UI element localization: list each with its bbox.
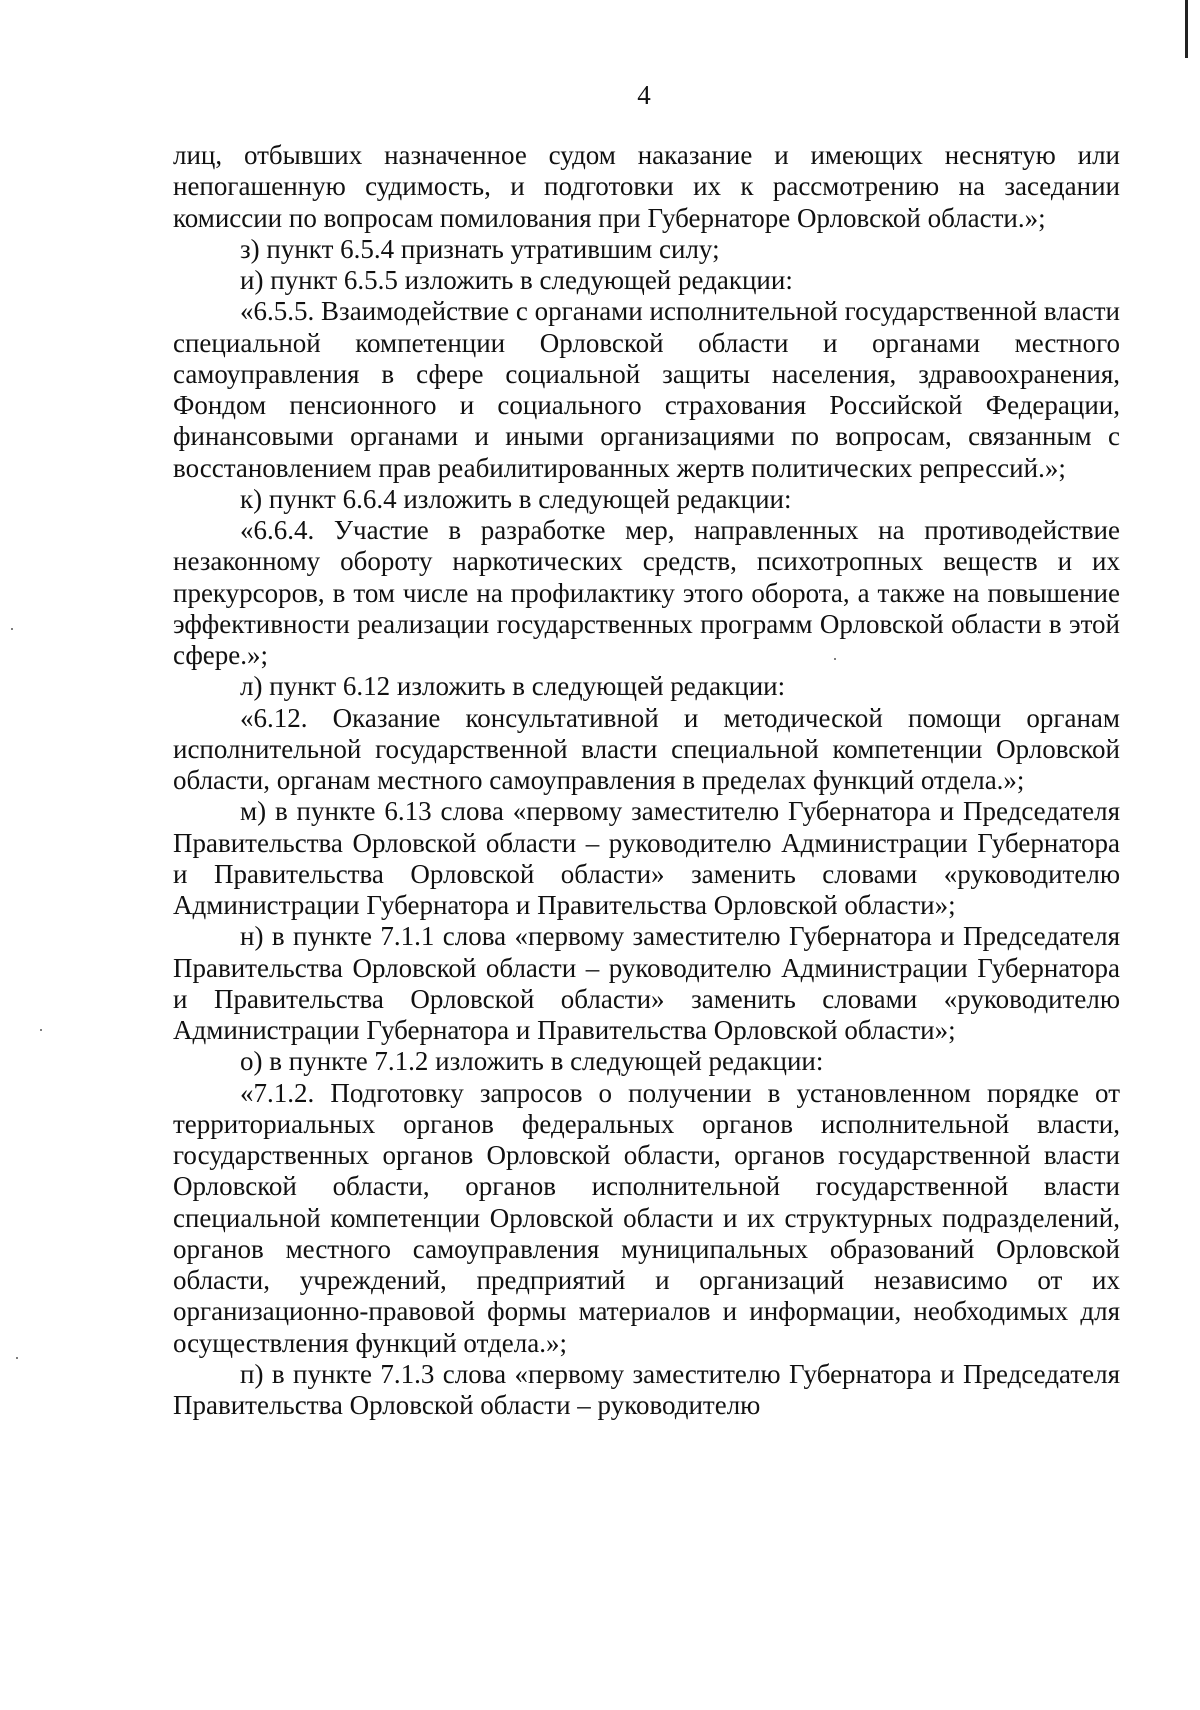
paragraph-continuation: лиц, отбывших назначенное судом наказание и имеющих неснятую или непогашенную судимость, и подготовки их к рассмотрению на заседании комиссии по вопросам помилования при Губернаторе Орловской области.»;: [173, 140, 1120, 233]
paragraph-item-z: з) пункт 6.5.4 признать утратившим силу;: [240, 233, 720, 264]
scan-speck: [16, 1357, 18, 1359]
paragraph-item-n: н) в пункте 7.1.1 слова «первому заместителю Губернатора и Председателя Правительства Орловской области – руководителю Администрации Губернатора и Правительства Орловской области» заменить словами «руководителю Администрации Губернатора и Правительства Орловской области»;: [173, 921, 1120, 1045]
document-body: [173, 140, 1120, 1421]
paragraph-item-o: о) в пункте 7.1.2 изложить в следующей редакции:: [240, 1046, 824, 1077]
paragraph-item-p: п) в пункте 7.1.3 слова «первому заместителю Губернатора и Председателя Правительства Орловской области – руководителю: [173, 1358, 1120, 1420]
paragraph-quote-7-1-2: «7.1.2. Подготовку запросов о получении в установленном порядке от территориальных органов федеральных органов исполнительной власти, государственных органов Орловской области, органов государственной власти Орловской области, органов исполнительной государственной власти специальной компетенции Орловской области и их структурных подразделений, органов местного самоуправления муниципальных образований Орловской области, учреждений, предприятий и организаций независимо от их организационно-правовой формы материалов и информации, необходимых для осуществления функций отдела.»;: [173, 1077, 1120, 1358]
paragraph-item-m: м) в пункте 6.13 слова «первому заместителю Губернатора и Председателя Правительства Орловской области – руководителю Администрации Губернатора и Правительства Орловской области» заменить словами «руководителю Администрации Губернатора и Правительства Орловской области»;: [173, 796, 1120, 920]
scan-speck: [40, 1029, 42, 1031]
paragraph-quote-6-6-4: «6.6.4. Участие в разработке мер, направленных на противодействие незаконному обороту наркотических средств, психотропных веществ и их прекурсоров, в том числе на профилактику этого оборота, а также на повышение эффективности реализации государственных программ Орловской области в этой сфере.»;: [173, 515, 1120, 670]
paragraph-quote-6-12: «6.12. Оказание консультативной и методической помощи органам исполнительной государственной власти специальной компетенции Орловской области, органам местного самоуправления в пределах функций отдела.»;: [173, 702, 1120, 795]
paragraph-item-k: к) пункт 6.6.4 изложить в следующей редакции:: [240, 483, 792, 514]
paragraph-item-i: и) пункт 6.5.5 изложить в следующей редакции:: [240, 265, 793, 295]
page-number: 4: [637, 80, 651, 110]
paragraph-quote-6-5-5: «6.5.5. Взаимодействие с органами исполнительной государственной власти специальной компетенции Орловской области и органами местного самоуправления в сфере социальной защиты населения, здравоохранения, Фондом пенсионного и социального страхования Российской Федерации, финансовыми органами и иными организациями по вопросам, связанным с восстановлением прав реабилитированных жертв политических репрессий.»;: [173, 296, 1120, 483]
paragraph-item-l: л) пункт 6.12 изложить в следующей редакции:: [240, 671, 786, 702]
scan-edge-mark: [1185, 0, 1188, 58]
scan-speck: [11, 628, 13, 630]
